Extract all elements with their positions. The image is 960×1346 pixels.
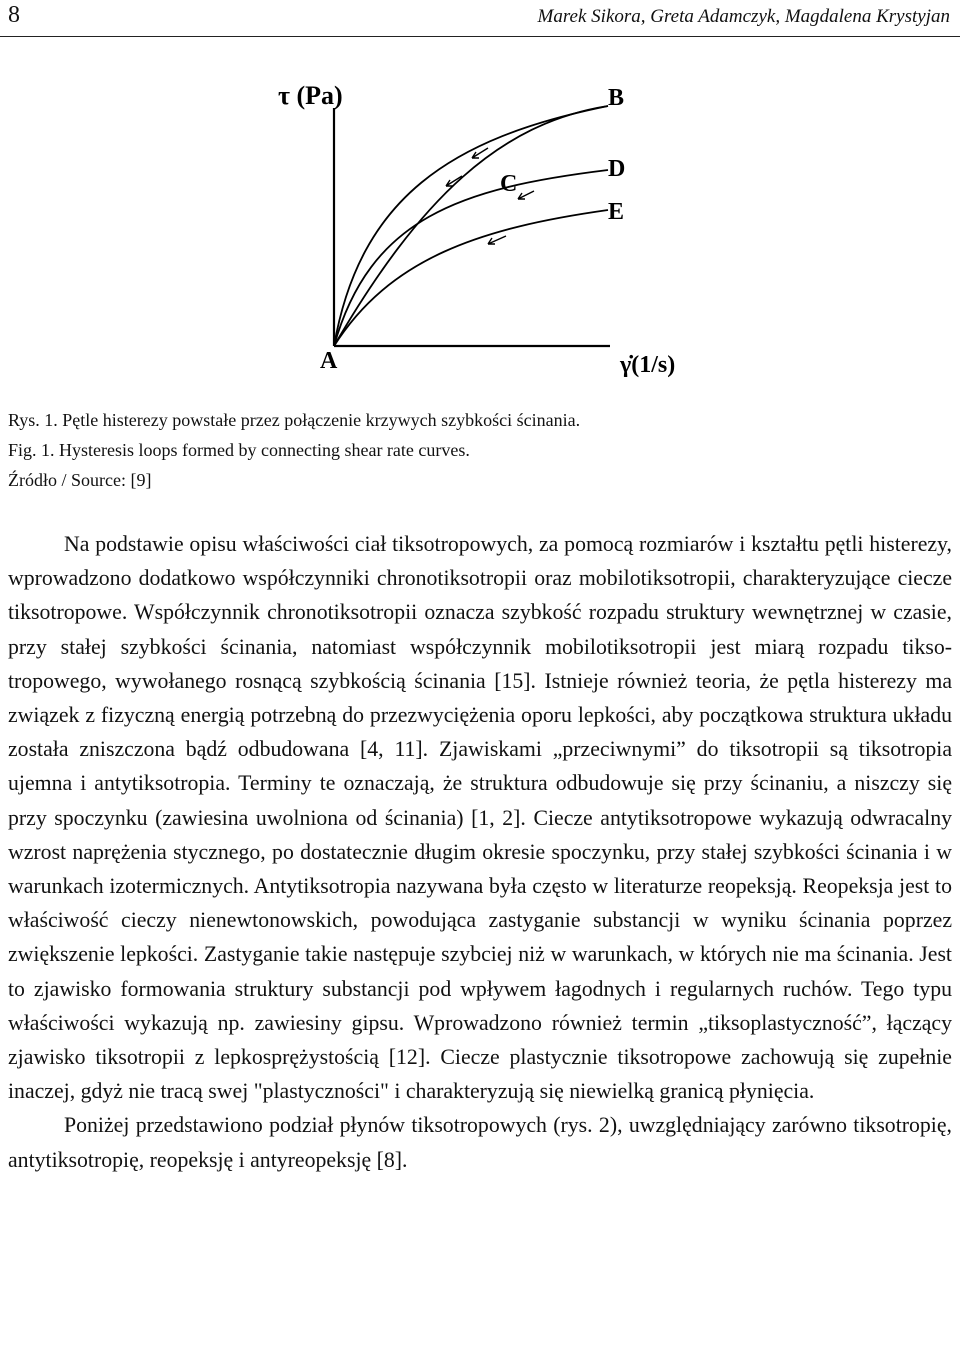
running-head: Marek Sikora, Greta Adamczyk, Magdalena Krystyjan: [537, 6, 950, 27]
paragraph-1: Na podstawie opisu właściwości ciał tiksotropowych, za pomocą rozmiarów i kształtu pętli histerezy, wprowadzono dodatkowo współczynniki chronotiksotropii oraz mobilotiksotropii, charakteryzujące ciecze tiksotropowe. Współczynnik chronotiksotropii oznacza szybkość rozpadu struktury wewnętrznej w czasie, przy stałej szybkości ścinania, natomiast współczynnik mobilotiksotropii jest miarą rozpadu tiksotropowego, wywołanego rosnącą szybkością ścinania [15]. Istnieje również teoria, że pętla histerezy ma związek z fizyczną energią potrzebną do przezwyciężenia oporu lepkości, aby początkowa struktura układu została zniszczona bądź odbudowana [4, 11]. Zjawiskami „przeciwnymi” do tiksotropii są tiksotropia ujemna i antytiksotropia. Terminy te oznaczają, że struktura odbudowuje się przy ścinaniu, a niszczy się przy spoczynku (zawiesina uwolniona od ścinania) [1, 2]. Ciecze antytiksotropowe wykazują odwracalny wzrost naprężenia stycznego, po dostatecznie długim okresie spoczynku, przy stałej szybkości ścinania i w warunkach izotermicznych. Antytiksotropia nazywana była często w literaturze reopeksją. Reopeksja jest to właściwość cieczy nienewtonowskich, powodująca zastyganie substancji w wyniku ścinania poprzez zwiększenie lepkości. Zastyganie takie następuje szybciej niż w warunkach, w których nie ma ścinania. Jest to zjawisko formowania struktury substancji pod wpływem łagodnych i regularnych ruchów. Tego typu właściwości wykazują np. zawiesiny gipsu. Wprowadzono również termin „tiksoplastyczność”, łączący zjawisko tiksotropii z lepkosprężystością [12]. Ciecze plastycznie tiksotropowe zachowują się zupełnie inaczej, gdyż nie tracą swej "plastyczności" i charakteryzują się niewielką granicą płynięcia.: [8, 532, 952, 1104]
caption-pl: Rys. 1. Pętle histerezy powstałe przez połączenie krzywych szybkości ścinania.: [8, 410, 581, 430]
curve-da-down: [334, 170, 608, 346]
arrow-4: [488, 236, 506, 244]
point-label-e: E: [608, 199, 625, 225]
point-label-b: B: [608, 85, 625, 111]
page-header: [0, 0, 960, 37]
point-label-c: C: [500, 171, 518, 197]
curve-ba-down-c: [334, 106, 608, 346]
point-label-a: A: [320, 348, 338, 374]
curve-ab-up: [334, 106, 608, 346]
caption-en: Fig. 1. Hysteresis loops formed by connecting shear rate curves.: [8, 440, 470, 460]
page-number: 8: [8, 2, 20, 28]
paragraph-2: Poniżej przedstawiono podział płynów tiksotropowych (rys. 2), uwzględniający zarówno tiksotropię, antytiksotropię, reopeksję i antyreopeksję [8].: [8, 1113, 952, 1172]
arrow-3: [518, 191, 534, 199]
hysteresis-figure: [250, 78, 710, 388]
curve-ea-down: [334, 210, 608, 346]
body-text: [8, 527, 952, 1177]
x-axis-label: γ̇(1/s): [620, 352, 676, 378]
point-label-d: D: [608, 156, 626, 182]
y-axis-label: τ (Pa): [278, 81, 343, 110]
caption-source: Źródło / Source: [9]: [8, 470, 152, 490]
